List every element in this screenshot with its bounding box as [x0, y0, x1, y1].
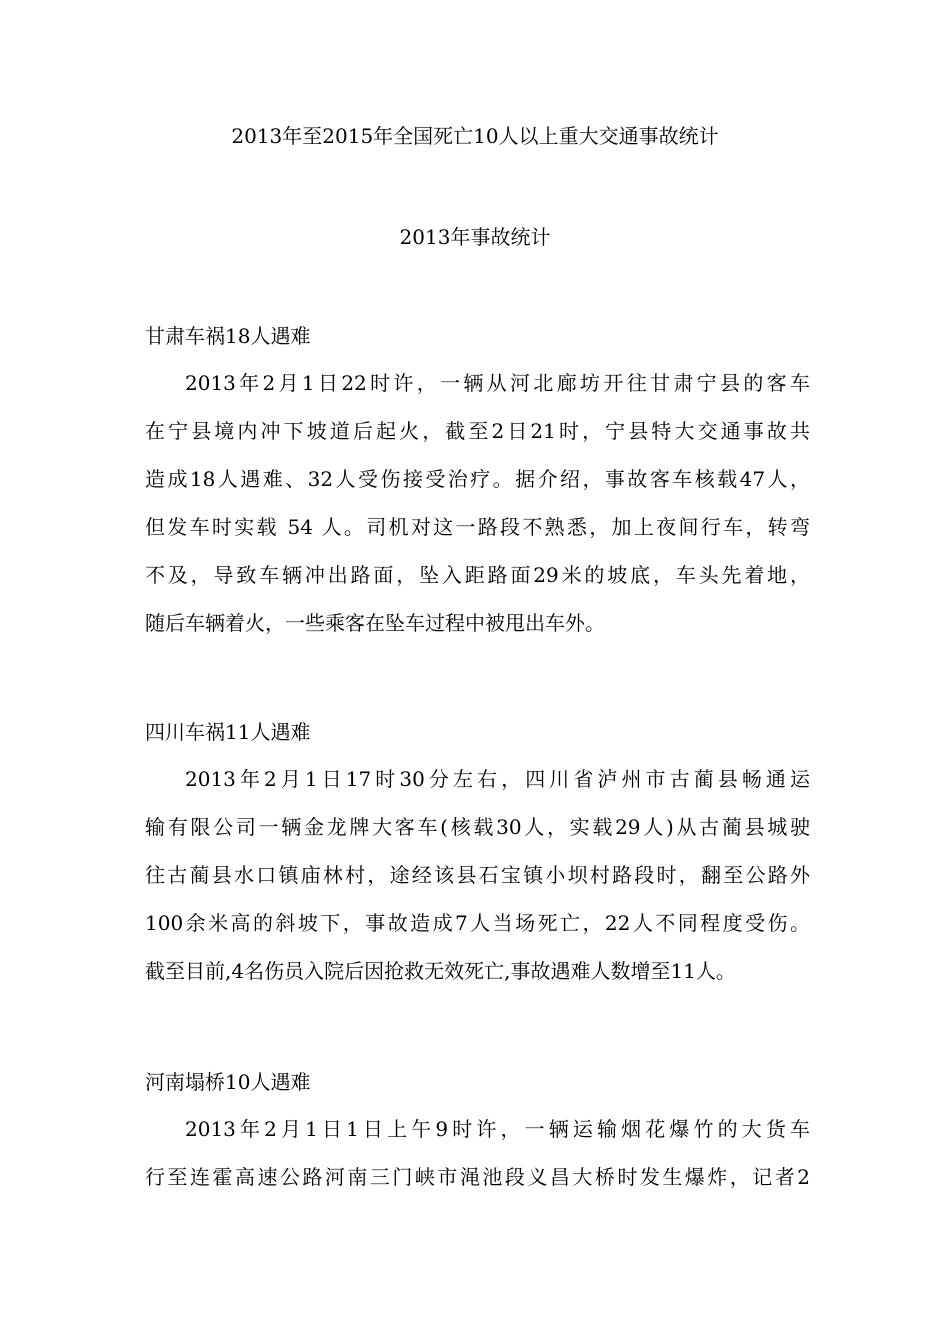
- section-year-title: 2013年事故统计: [399, 225, 551, 249]
- section-heading-gansu: 甘肃车祸18人遇难: [145, 324, 311, 348]
- paragraph-line: 不及，导致车辆冲出路面，坠入距路面29米的坡底，车头先着地，: [145, 563, 810, 587]
- section-paragraph-sichuan: [145, 755, 810, 995]
- paragraph-line: 随后车辆着火，一些乘客在坠车过程中被甩出车外。: [145, 611, 605, 635]
- paragraph-line: 在宁县境内冲下坡道后起火，截至2日21时，宁县特大交通事故共: [145, 419, 810, 443]
- paragraph-line: 2013年2月1日17时30分左右，四川省泸州市古蔺县畅通运: [185, 767, 810, 791]
- paragraph-line: 但发车时实载 54 人。司机对这一路段不熟悉，加上夜间行车，转弯: [145, 515, 810, 539]
- section-heading-sichuan: 四川车祸11人遇难: [145, 720, 311, 744]
- paragraph-line: 2013年2月1日22时许，一辆从河北廊坊开往甘肃宁县的客车: [185, 371, 810, 395]
- paragraph-line: 行至连霍高速公路河南三门峡市渑池段义昌大桥时发生爆炸，记者2: [145, 1165, 810, 1189]
- section-paragraph-henan: [145, 1105, 810, 1201]
- paragraph-line: 截至目前,4名伤员入院后因抢救无效死亡,事故遇难人数增至11人。: [145, 959, 736, 983]
- paragraph-line: 往古蔺县水口镇庙林村，途经该县石宝镇小坝村路段时，翻至公路外: [145, 863, 810, 887]
- paragraph-line: 造成18人遇难、32人受伤接受治疗。据介绍，事故客车核载47人，: [145, 467, 810, 491]
- paragraph-line: 100余米高的斜坡下，事故造成7人当场死亡，22人不同程度受伤。: [145, 911, 810, 935]
- document-title: 2013年至2015年全国死亡10人以上重大交通事故统计: [231, 124, 719, 148]
- section-paragraph-gansu: [145, 359, 810, 647]
- paragraph-line: 输有限公司一辆金龙牌大客车(核载30人，实载29人)从古蔺县城驶: [145, 815, 810, 839]
- paragraph-line: 2013年2月1日1日上午9时许，一辆运输烟花爆竹的大货车: [185, 1117, 810, 1141]
- section-heading-henan: 河南塌桥10人遇难: [145, 1070, 311, 1094]
